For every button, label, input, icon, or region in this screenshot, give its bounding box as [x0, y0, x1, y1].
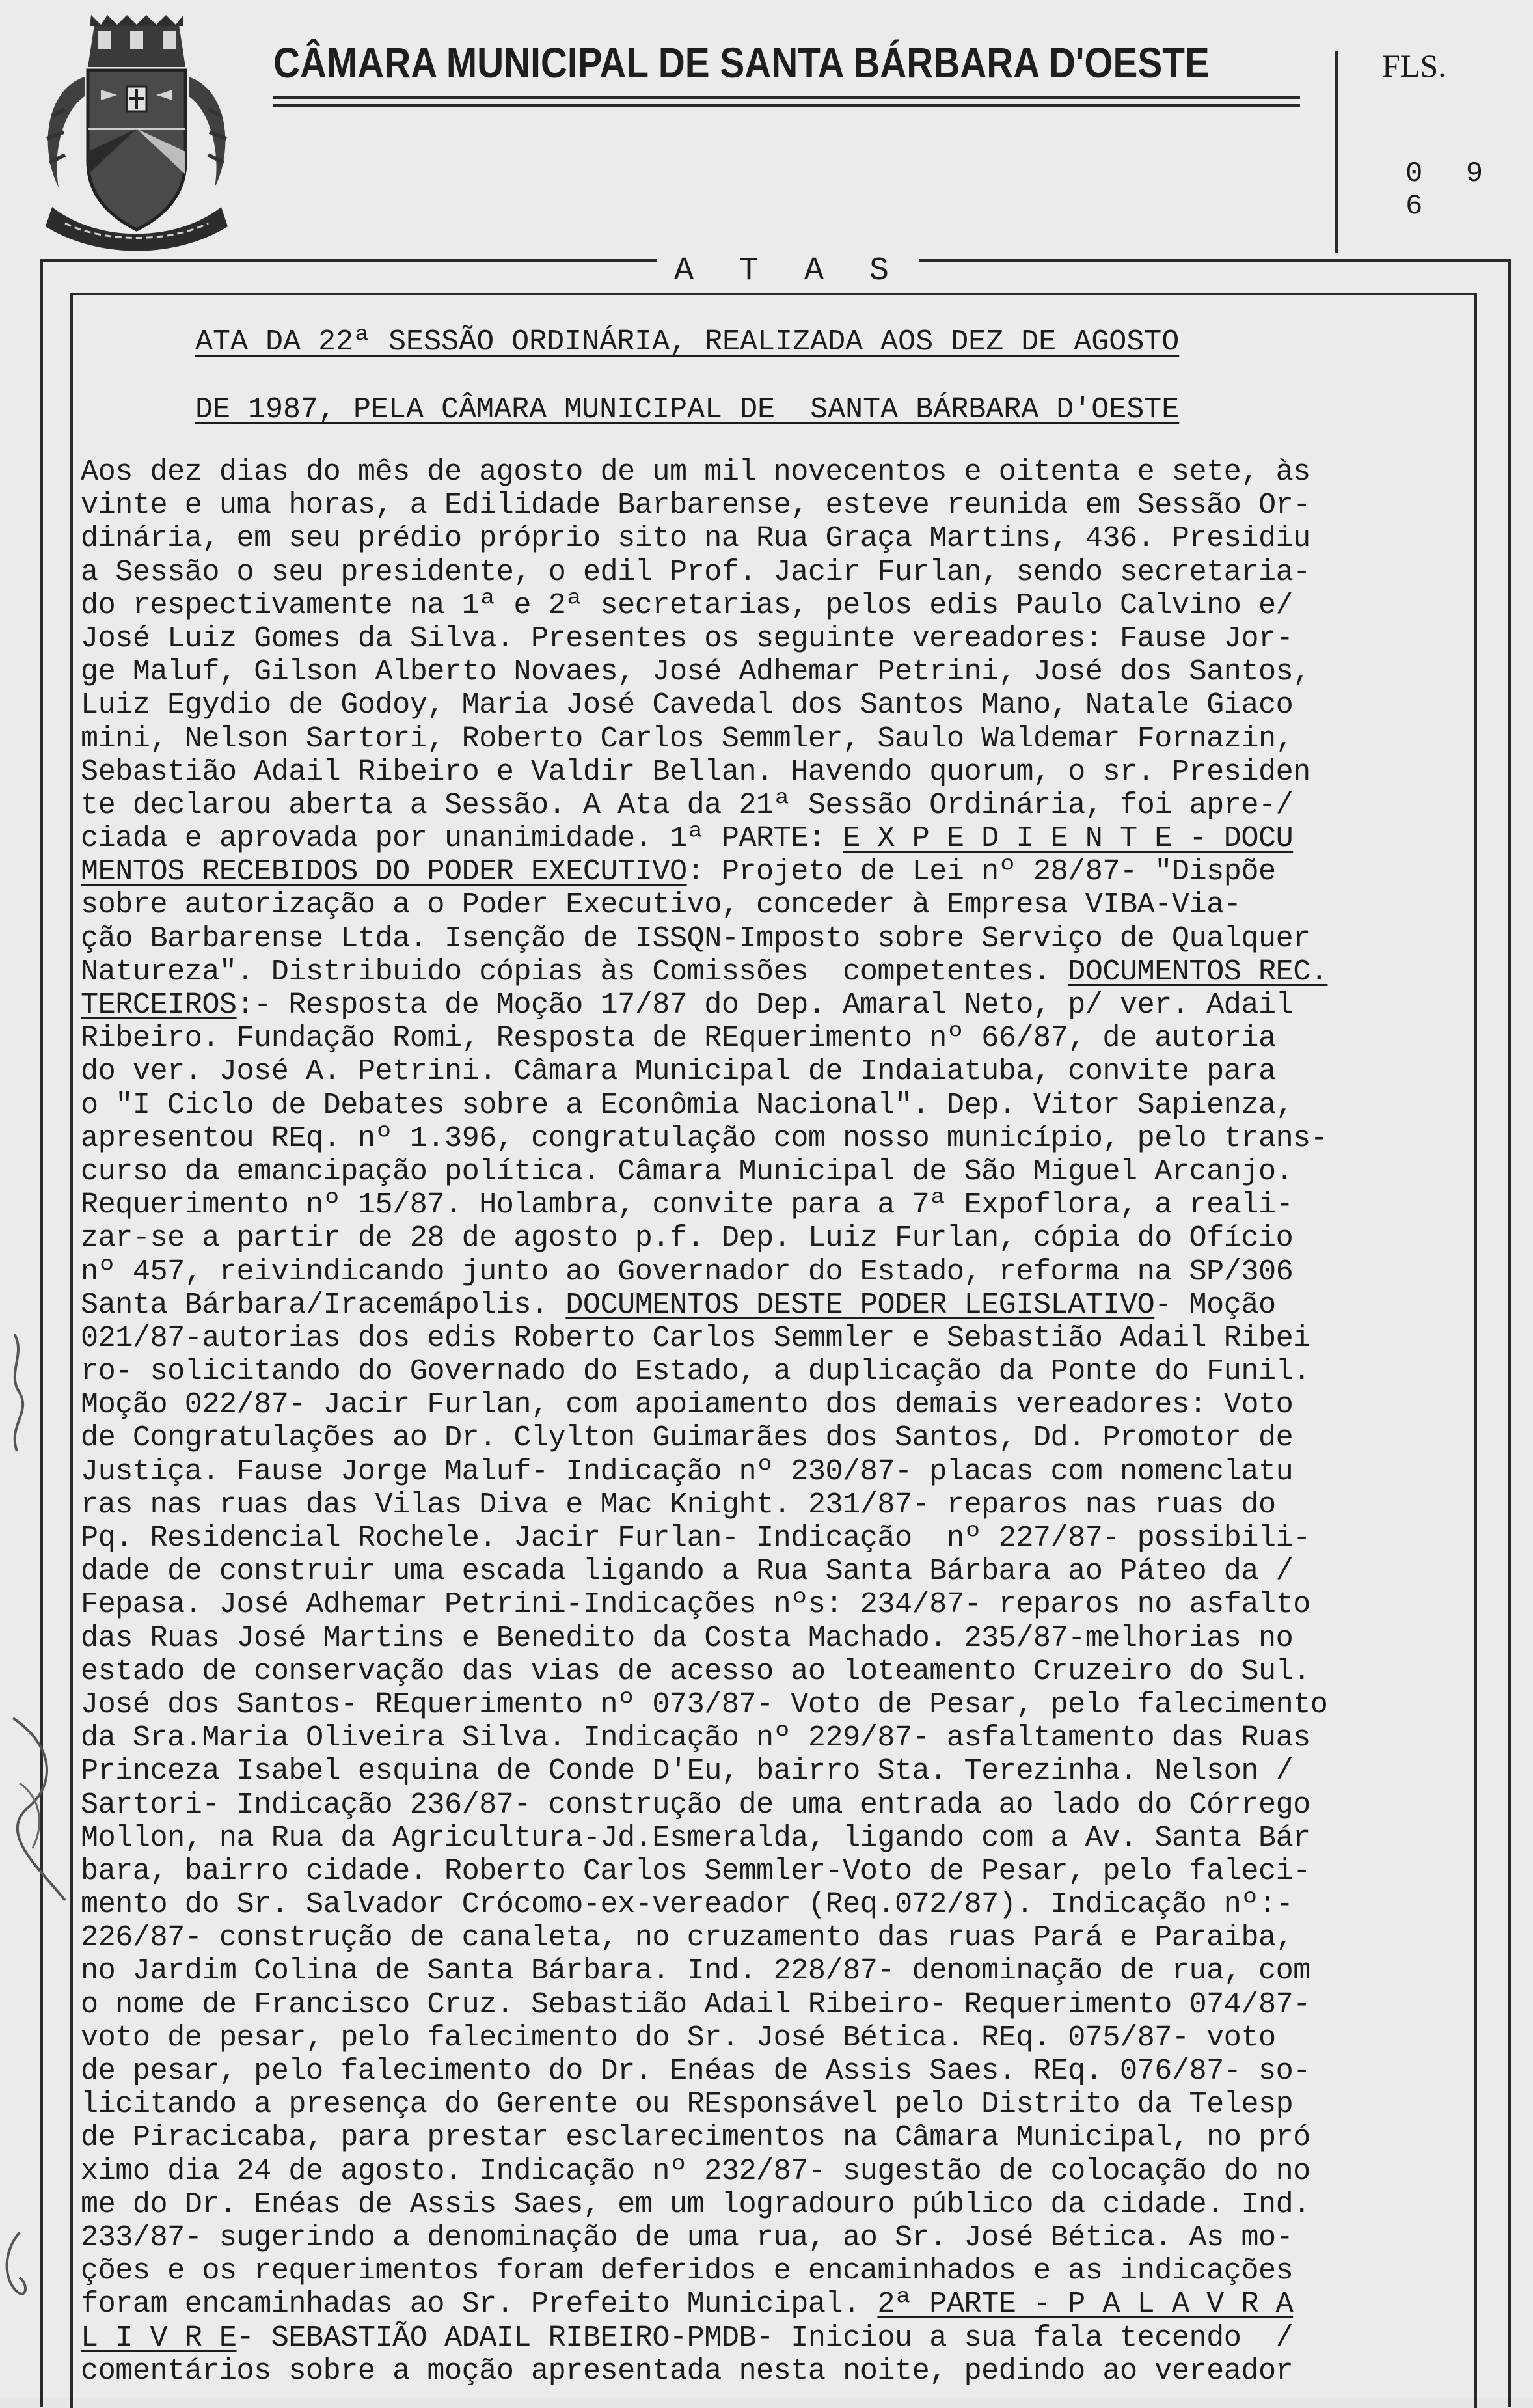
section-label: A T A S [657, 253, 919, 290]
text-line [81, 1388, 1460, 1421]
text-segment: do ver. José A. Petrini. Câmara Municipal de Indaiatuba, convite para [81, 1054, 1276, 1089]
text-segment: de Piracicaba, para prestar esclarecimentos na Câmara Municipal, no pró [81, 2120, 1310, 2155]
text-line [81, 2055, 1460, 2088]
text-segment: apresentou REq. nº 1.396, congratulação com nosso município, pelo trans- [81, 1121, 1328, 1155]
minutes-heading-line-2: DE 1987, PELA CÂMARA MUNICIPAL DE SANTA BÁRBARA D'OESTE [195, 393, 1180, 426]
fls-divider-line [1335, 51, 1338, 253]
text-line [81, 689, 1460, 722]
text-segment: estado de conservação das vias de acesso ao loteamento Cruzeiro do Sul. [81, 1654, 1310, 1688]
text-segment: dade de construir uma escada ligando a Rua Santa Bárbara ao Páteo da / [81, 1554, 1294, 1589]
text-segment: Moção 022/87- Jacir Furlan, com apoiamento dos demais vereadores: Voto [81, 1388, 1294, 1422]
text-line [81, 1721, 1460, 1755]
text-segment: das Ruas José Martins e Benedito da Costa Machado. 235/87-melhorias no [81, 1621, 1294, 1655]
text-line [81, 1788, 1460, 1822]
text-segment: ge Maluf, Gilson Alberto Novaes, José Adhemar Petrini, José dos Santos, [81, 655, 1310, 689]
text-line [81, 1222, 1460, 1255]
text-line [81, 2021, 1460, 2055]
text-segment: Pq. Residencial Rochele. Jacir Furlan- Indicação nº 227/87- possibili- [81, 1521, 1310, 1555]
text-segment: mini, Nelson Sartori, Roberto Carlos Semmler, Saulo Waldemar Fornazin, [81, 721, 1294, 756]
text-segment: de Congratulações ao Dr. Clylton Guimarães dos Santos, Dd. Promotor de [81, 1421, 1294, 1455]
text-segment: - Moção [1154, 1287, 1276, 1322]
underlined-text-segment: E X P E D I E N T E - DOCU [843, 821, 1294, 856]
text-line [81, 1755, 1460, 1788]
text-segment: foram encaminhadas ao Sr. Prefeito Municipal. [81, 2287, 878, 2321]
text-segment: o nome de Francisco Cruz. Sebastião Adail Ribeiro- Requerimento 074/87- [81, 1987, 1310, 2021]
text-line [81, 1855, 1460, 1888]
text-segment: me do Dr. Enéas de Assis Saes, em um logradouro público da cidade. Ind. [81, 2187, 1310, 2221]
text-line [81, 1522, 1460, 1555]
text-segment: do respectivamente na 1ª e 2ª secretarias, pelos edis Paulo Calvino e/ [81, 588, 1294, 622]
text-segment: Requerimento nº 15/87. Holambra, convite para a 7ª Expoflora, a reali- [81, 1188, 1294, 1222]
text-line [81, 2155, 1460, 2188]
text-line [81, 989, 1460, 1022]
text-line [81, 1155, 1460, 1188]
text-line [81, 622, 1460, 655]
text-line [81, 589, 1460, 622]
text-line [81, 522, 1460, 555]
text-segment: Ribeiro. Fundação Romi, Resposta de REquerimento nº 66/87, de autoria [81, 1021, 1276, 1056]
text-segment: Sartori- Indicação 236/87- construção de uma entrada ao lado do Córrego [81, 1787, 1310, 1822]
text-segment: no Jardim Colina de Santa Bárbara. Ind. 228/87- denominação de rua, com [81, 1954, 1310, 1988]
text-line [81, 2221, 1460, 2254]
text-line [81, 1355, 1460, 1388]
text-line [81, 756, 1460, 789]
text-line [81, 1888, 1460, 1921]
text-line [81, 1688, 1460, 1721]
text-line [81, 2355, 1460, 2388]
text-line [81, 2121, 1460, 2154]
text-line [81, 855, 1460, 888]
text-segment: Fepasa. José Adhemar Petrini-Indicações nºs: 234/87- reparos no asfalto [81, 1587, 1310, 1622]
text-segment: Aos dez dias do mês de agosto de um mil novecentos e oitenta e sete, às [81, 455, 1310, 489]
text-segment: de pesar, pelo falecimento do Dr. Enéas de Assis Saes. REq. 076/87- so- [81, 2054, 1310, 2088]
text-segment: 226/87- construção de canaleta, no cruzamento das ruas Pará e Paraiba, [81, 1921, 1294, 1955]
text-line [81, 1089, 1460, 1122]
text-segment: da Sra.Maria Oliveira Silva. Indicação nº 229/87- asfaltamento das Ruas [81, 1721, 1310, 1755]
text-line [81, 1921, 1460, 1954]
text-segment: Natureza". Distribuido cópias às Comissões competentes. [81, 954, 1068, 989]
text-segment: vinte e uma horas, a Edilidade Barbarense, esteve reunida em Sessão Or- [81, 488, 1310, 523]
text-line [81, 1055, 1460, 1088]
text-line [81, 1655, 1460, 1688]
text-line [81, 922, 1460, 955]
text-line [81, 556, 1460, 589]
text-segment: José dos Santos- REquerimento nº 073/87- Voto de Pesar, pelo falecimento [81, 1687, 1328, 1721]
page-number: 0 9 6 [1405, 157, 1497, 223]
text-line [81, 1255, 1460, 1289]
fls-label: FLS. [1382, 48, 1446, 84]
text-segment: o "I Ciclo de Debates sobre a Econômia Nacional". Dep. Vitor Sapienza, [81, 1088, 1294, 1122]
text-segment: : Projeto de Lei nº 28/87- "Dispõe [686, 855, 1276, 889]
text-line [81, 2254, 1460, 2288]
minutes-body [81, 456, 1460, 2388]
text-line [81, 722, 1460, 756]
underlined-text-segment: 2ª PARTE - P A L A V R A [877, 2287, 1294, 2321]
text-segment: - SEBASTIÃO ADAIL RIBEIRO-PMDB- Iniciou a sua fala tecendo / [236, 2320, 1294, 2355]
text-line [81, 888, 1460, 922]
text-line [81, 1622, 1460, 1655]
text-line [81, 456, 1460, 489]
text-line [81, 2088, 1460, 2121]
text-segment: te declarou aberta a Sessão. A Ata da 21ª Sessão Ordinária, foi apre-/ [81, 787, 1294, 822]
text-segment: curso da emancipação política. Câmara Municipal de São Miguel Arcanjo. [81, 1154, 1294, 1188]
text-line [81, 2288, 1460, 2321]
coat-of-arms-emblem [39, 12, 234, 256]
handwritten-margin-mark-2 [0, 1705, 72, 1920]
text-segment: Mollon, na Rua da Agricultura-Jd.Esmeralda, ligando com a Av. Santa Bár [81, 1820, 1310, 1855]
underlined-text-segment: DOCUMENTOS REC. [1068, 954, 1328, 989]
minutes-heading-line-1: ATA DA 22ª SESSÃO ORDINÁRIA, REALIZADA AOS DEZ DE AGOSTO [195, 325, 1180, 359]
text-segment: :- Resposta de Moção 17/87 do Dep. Amaral Neto, p/ ver. Adail [236, 988, 1294, 1022]
text-line [81, 1421, 1460, 1455]
text-line [81, 1322, 1460, 1355]
text-line [81, 1488, 1460, 1522]
text-line [81, 2321, 1460, 2355]
text-segment: ras nas ruas das Vilas Diva e Mac Knight. 231/87- reparos nas ruas do [81, 1487, 1276, 1522]
text-segment: ção Barbarense Ltda. Isenção de ISSQN-Imposto sobre Serviço de Qualquer [81, 921, 1310, 955]
text-line [81, 1822, 1460, 1855]
text-line [81, 2188, 1460, 2221]
text-line [81, 1954, 1460, 1988]
text-line [81, 1588, 1460, 1621]
text-segment: voto de pesar, pelo falecimento do Sr. José Bética. REq. 075/87- voto [81, 2020, 1276, 2055]
text-segment: zar-se a partir de 28 de agosto p.f. Dep. Luiz Furlan, cópia do Ofício [81, 1221, 1294, 1255]
text-segment: José Luiz Gomes da Silva. Presentes os seguinte vereadores: Fause Jor- [81, 621, 1294, 655]
title-underline-second [273, 104, 1300, 107]
text-line [81, 1988, 1460, 2021]
text-line [81, 1555, 1460, 1588]
underlined-text-segment: DOCUMENTOS DESTE PODER LEGISLATIVO [565, 1287, 1155, 1322]
text-segment: Justiça. Fause Jorge Maluf- Indicação nº 230/87- placas com nomenclatu [81, 1454, 1294, 1488]
text-segment: ro- solicitando do Governado do Estado, a duplicação da Ponte do Funil. [81, 1354, 1310, 1389]
text-line [81, 1455, 1460, 1488]
text-segment: Sebastião Adail Ribeiro e Valdir Bellan. Havendo quorum, o sr. Presiden [81, 754, 1310, 789]
text-segment: Luiz Egydio de Godoy, Maria José Cavedal dos Santos Mano, Natale Giaco [81, 688, 1294, 722]
text-line [81, 955, 1460, 989]
text-line [81, 822, 1460, 855]
text-line [81, 1022, 1460, 1055]
text-segment: ximo dia 24 de agosto. Indicação nº 232/87- sugestão de colocação do no [81, 2154, 1310, 2188]
text-segment: a Sessão o seu presidente, o edil Prof. Jacir Furlan, sendo secretaria- [81, 554, 1310, 589]
text-line [81, 1188, 1460, 1222]
text-segment: 233/87- sugerindo a denominação de uma rua, ao Sr. José Bética. As mo- [81, 2220, 1294, 2254]
text-segment: Princeza Isabel esquina de Conde D'Eu, bairro Sta. Terezinha. Nelson / [81, 1754, 1294, 1788]
underlined-text-segment: MENTOS RECEBIDOS DO PODER EXECUTIVO [81, 855, 687, 889]
text-segment: nº 457, reivindicando junto ao Governador do Estado, reforma na SP/306 [81, 1254, 1294, 1289]
underlined-text-segment: TERCEIROS [81, 988, 237, 1022]
text-line [81, 655, 1460, 689]
text-segment: ções e os requerimentos foram deferidos e encaminhados e as indicações [81, 2254, 1294, 2288]
text-segment: 021/87-autorias dos edis Roberto Carlos Semmler e Sebastião Adail Ribei [81, 1320, 1310, 1355]
council-name-title: CÂMARA MUNICIPAL DE SANTA BÁRBARA D'OESTE [273, 38, 1210, 87]
text-segment: mento do Sr. Salvador Crócomo-ex-vereador (Req.072/87). Indicação nº:- [81, 1887, 1294, 1922]
text-segment: Santa Bárbara/Iracemápolis. [81, 1287, 566, 1322]
text-segment: bara, bairro cidade. Roberto Carlos Semmler-Voto de Pesar, pelo faleci- [81, 1854, 1310, 1888]
text-line [81, 789, 1460, 822]
handwritten-margin-mark [0, 1328, 39, 1464]
title-underline [273, 96, 1300, 99]
underlined-text-segment: L I V R E [81, 2320, 237, 2355]
text-line [81, 1289, 1460, 1322]
text-segment: sobre autorização a o Poder Executivo, conceder à Empresa VIBA-Via- [81, 888, 1241, 922]
text-segment: comentários sobre a moção apresentada nesta noite, pedindo ao vereador [81, 2353, 1294, 2388]
text-line [81, 1122, 1460, 1155]
text-segment: dinária, em seu prédio próprio sito na Rua Graça Martins, 436. Presidiu [81, 521, 1310, 556]
text-line [81, 489, 1460, 522]
handwritten-margin-mark-3 [0, 2226, 33, 2304]
text-segment: licitando a presença do Gerente ou REsponsável pelo Distrito da Telesp [81, 2087, 1294, 2122]
text-segment: ciada e aprovada por unanimidade. 1ª PARTE: [81, 821, 843, 856]
